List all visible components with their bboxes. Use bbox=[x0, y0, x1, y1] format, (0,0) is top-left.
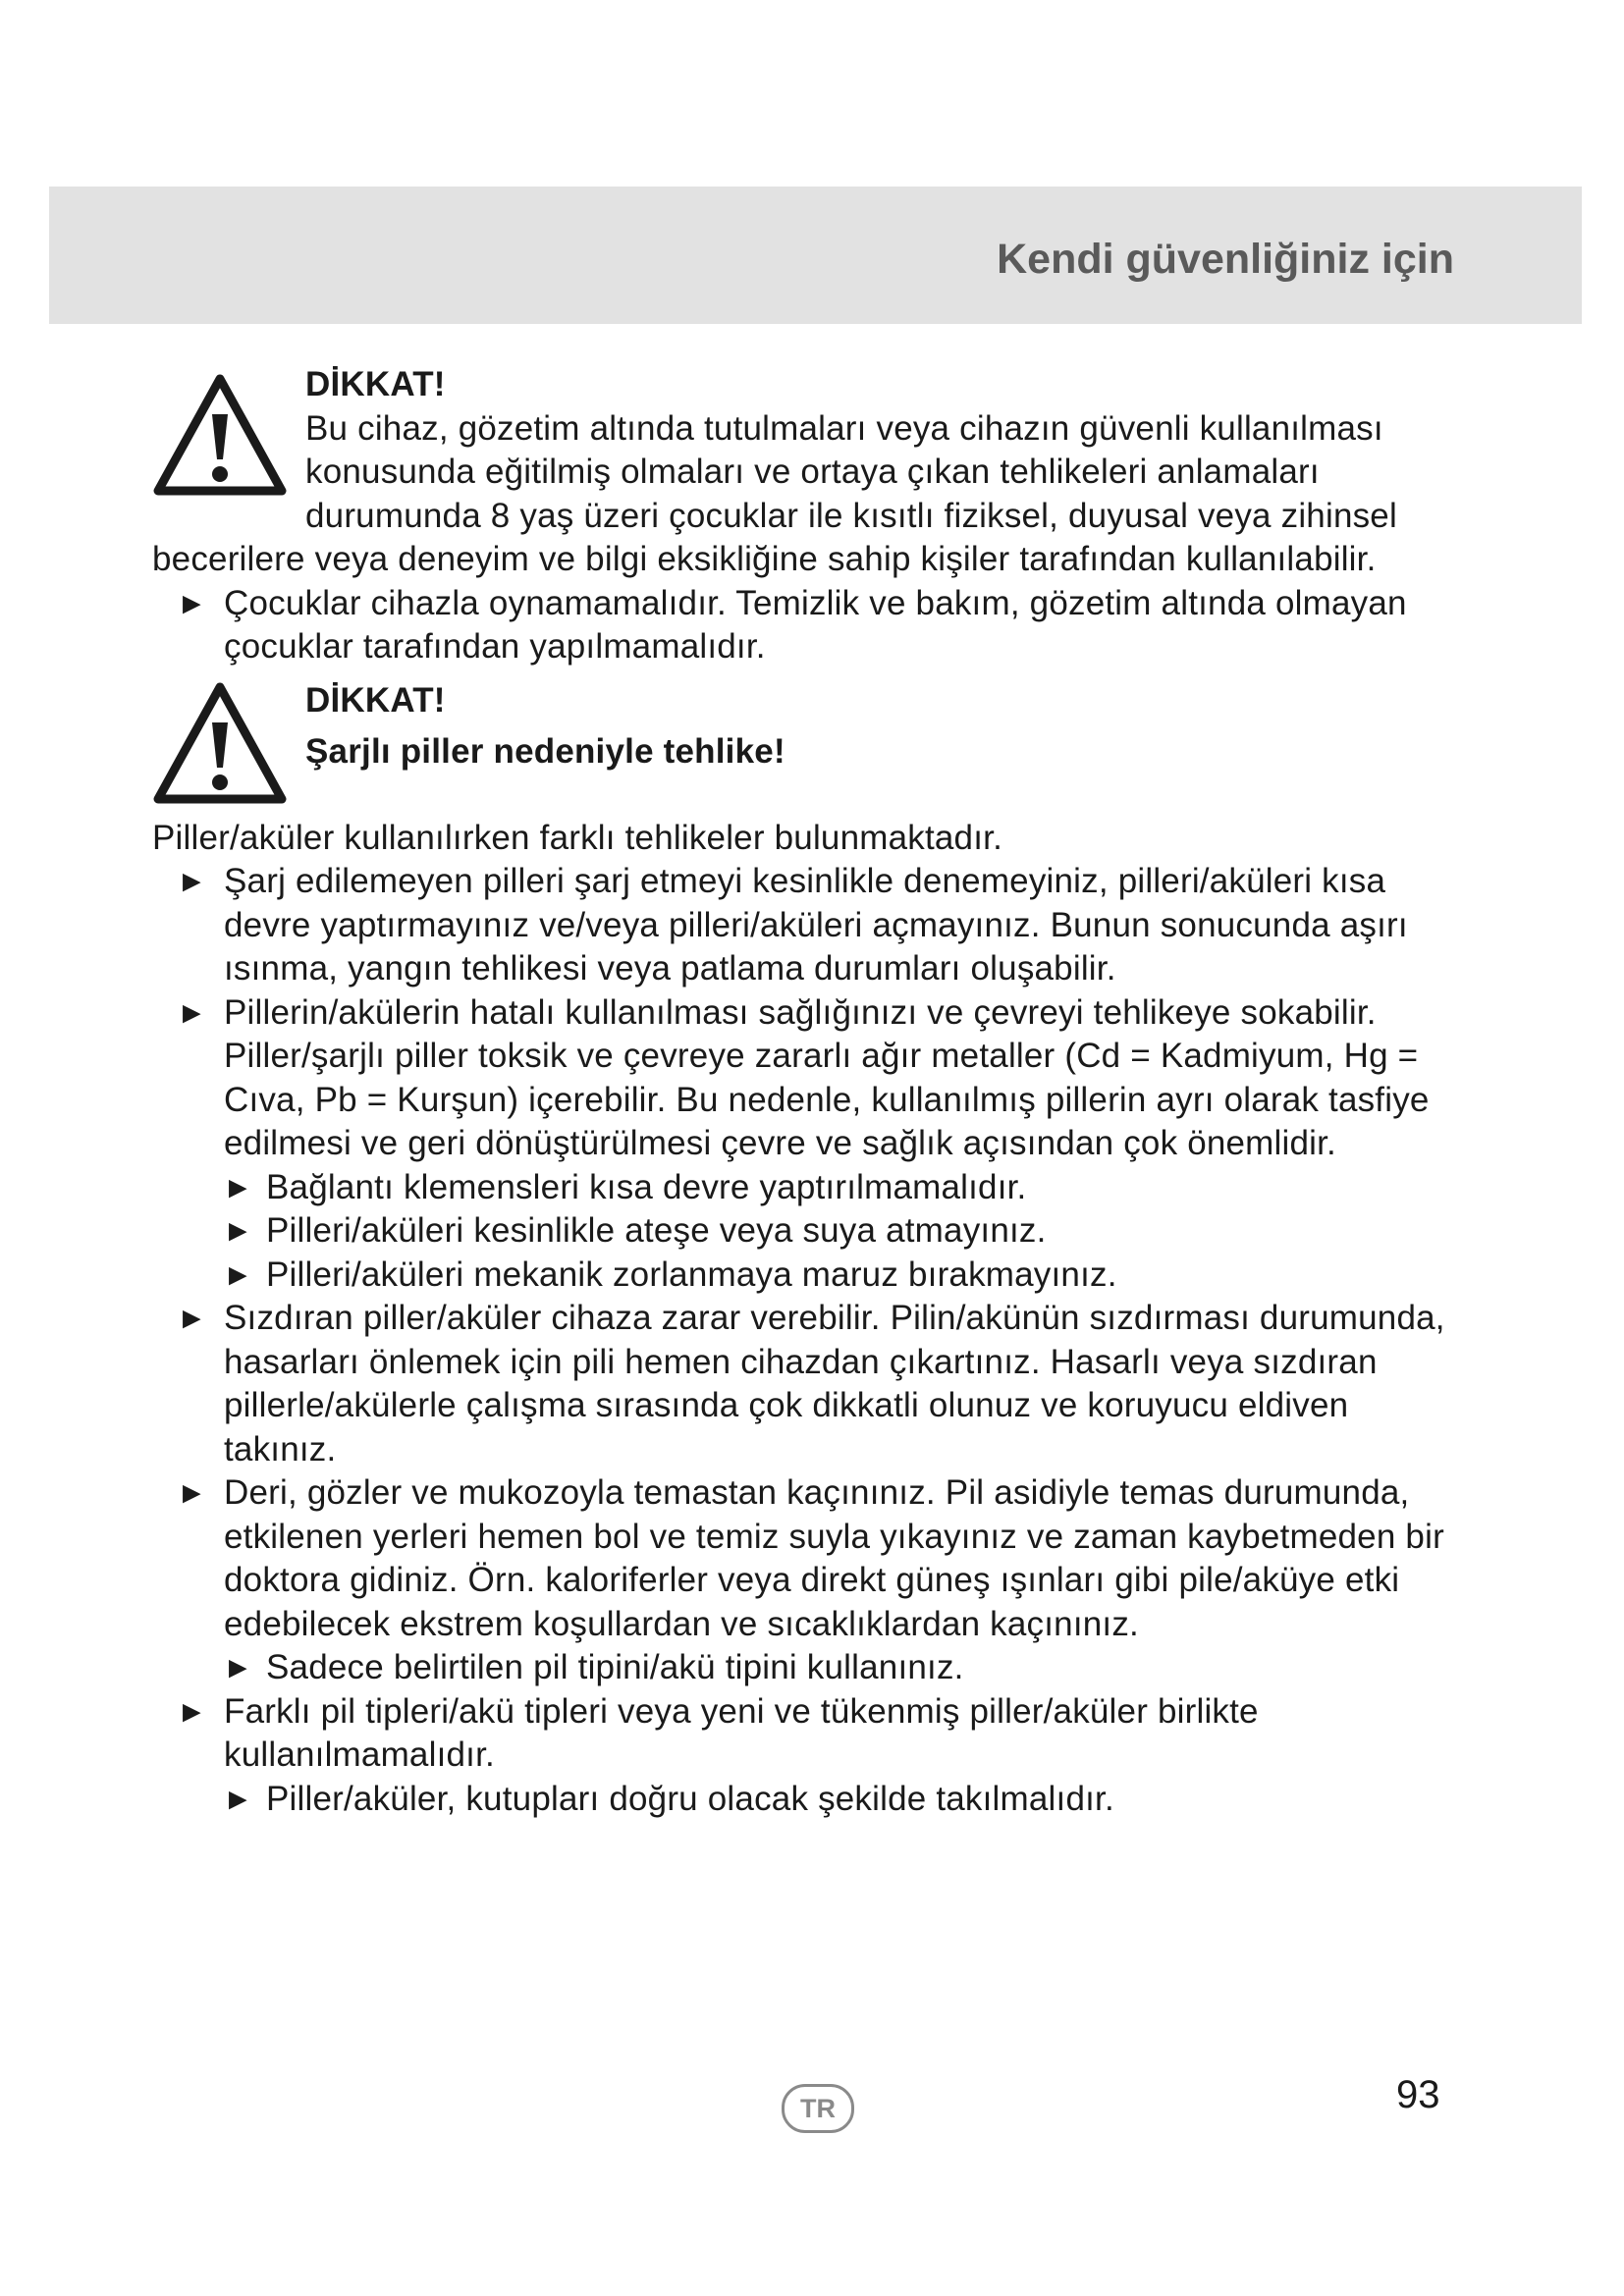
bullet-arrow-icon: ► bbox=[223, 1781, 253, 1816]
bullet-arrow-icon: ► bbox=[223, 1650, 253, 1684]
bullet-arrow-icon: ► bbox=[177, 585, 207, 620]
sub-list-item: ► Piller/aküler, kutupları doğru olacak şekilde takılmalıdır. bbox=[152, 1778, 1458, 1822]
warning-triangle-icon bbox=[152, 681, 288, 807]
bullet-arrow-icon: ► bbox=[177, 1693, 207, 1729]
warning-subheading: Şarjlı piller nedeniyle tehlike! bbox=[305, 732, 785, 771]
warning-text: Bu cihaz, gözetim altında tutulmaları veya cihazın güvenli kullanılması konusunda eğitilmiş olmaları ve ortaya çıkan tehlikeleri anlamaları durumunda 8 yaş üzeri çocuklar ile kısıtlı fiziksel, duyusal veya zihinsel becerilere veya deneyim ve bilgi eksikliğine sahip kişiler tarafından kullanılabilir. bbox=[152, 408, 1397, 578]
list-item: ► Şarj edilemeyen pilleri şarj etmeyi kesinlikle denemeyiniz, pilleri/aküleri kısa devre yaptırmayınız ve/veya pilleri/aküleri açmayınız. Bunun sonucunda aşırı ısınma, yangın tehlikesi veya patlama durumları oluşabilir. bbox=[177, 862, 1408, 988]
bullet-arrow-icon: ► bbox=[223, 1213, 253, 1248]
intro-text: Piller/aküler kullanılırken farklı tehlikeler bulunmaktadır. bbox=[152, 818, 1002, 857]
sub-list-item: ► Sadece belirtilen pil tipini/akü tipini kullanınız. bbox=[152, 1646, 1458, 1690]
list-item: ► Pillerin/akülerin hatalı kullanılması sağlığınızı ve çevreyi tehlikeye sokabilir. Piller/şarjlı piller toksik ve çevreye zararlı ağır metaller (Cd = Kadmiyum, Hg = Cıva, Pb = Kurşun) içerebilir. Bu nedenle, kullanılmış pillerin ayrı olarak tasfiye edilmesi ve geri dönüştürülmesi çevre ve sağlık açısından çok önemlidir. bbox=[177, 992, 1430, 1162]
list-item: ► Çocuklar cihazla oynamamalıdır. Temizlik ve bakım, gözetim altında olmayan çocuklar tarafından yapılmamalıdır. bbox=[177, 583, 1407, 666]
page-number: 93 bbox=[1396, 2073, 1440, 2116]
warning-block-2 bbox=[152, 671, 1458, 811]
sub-list-item: ► Pilleri/aküleri kesinlikle ateşe veya suya atmayınız. bbox=[152, 1209, 1458, 1254]
bullet-arrow-icon: ► bbox=[223, 1256, 253, 1292]
bullet-arrow-icon: ► bbox=[177, 1475, 207, 1510]
bullet-arrow-icon: ► bbox=[177, 994, 207, 1030]
warning-block-1 bbox=[152, 363, 1458, 582]
bullet-arrow-icon: ► bbox=[177, 1301, 207, 1335]
list-item: ► Sızdıran piller/aküler cihaza zarar verebilir. Pilin/akünün sızdırması durumunda, hasarları önlemek için pili hemen cihazdan çıkartınız. Hasarlı veya sızdıran pillerle/akülerle çalışma sırasında çok dikkatli olunuz ve koruyucu eldiven takınız. bbox=[177, 1299, 1445, 1468]
language-badge: TR bbox=[782, 2084, 854, 2133]
sub-list-item: ► Pilleri/aküleri mekanik zorlanmaya maruz bırakmayınız. bbox=[152, 1254, 1458, 1298]
warning-triangle-icon bbox=[152, 373, 288, 499]
warning-heading: DİKKAT! bbox=[305, 365, 446, 403]
content bbox=[152, 363, 1458, 1821]
list-item: ► Deri, gözler ve mukozoyla temastan kaçınınız. Pil asidiyle temas durumunda, etkilenen yerleri hemen bol ve temiz suyla yıkayınız ve zaman kaybetmeden bir doktora gidiniz. Örn. kaloriferler veya direkt güneş ışınları gibi pile/aküye etki edebilecek ekstrem koşullardan ve sıcaklıklardan kaçınınız. bbox=[177, 1473, 1444, 1643]
list-item: ► Farklı pil tipleri/akü tipleri veya yeni ve tükenmiş piller/aküler birlikte kullanılmamalıdır. bbox=[177, 1691, 1259, 1774]
bullet-arrow-icon: ► bbox=[223, 1169, 253, 1204]
header-band bbox=[49, 187, 1582, 324]
bullet-arrow-icon: ► bbox=[177, 864, 207, 898]
page-title: Kendi güvenliğiniz için bbox=[997, 236, 1454, 283]
warning-heading: DİKKAT! bbox=[305, 680, 446, 720]
sub-list-item: ► Bağlantı klemensleri kısa devre yaptırılmamalıdır. bbox=[152, 1166, 1458, 1210]
